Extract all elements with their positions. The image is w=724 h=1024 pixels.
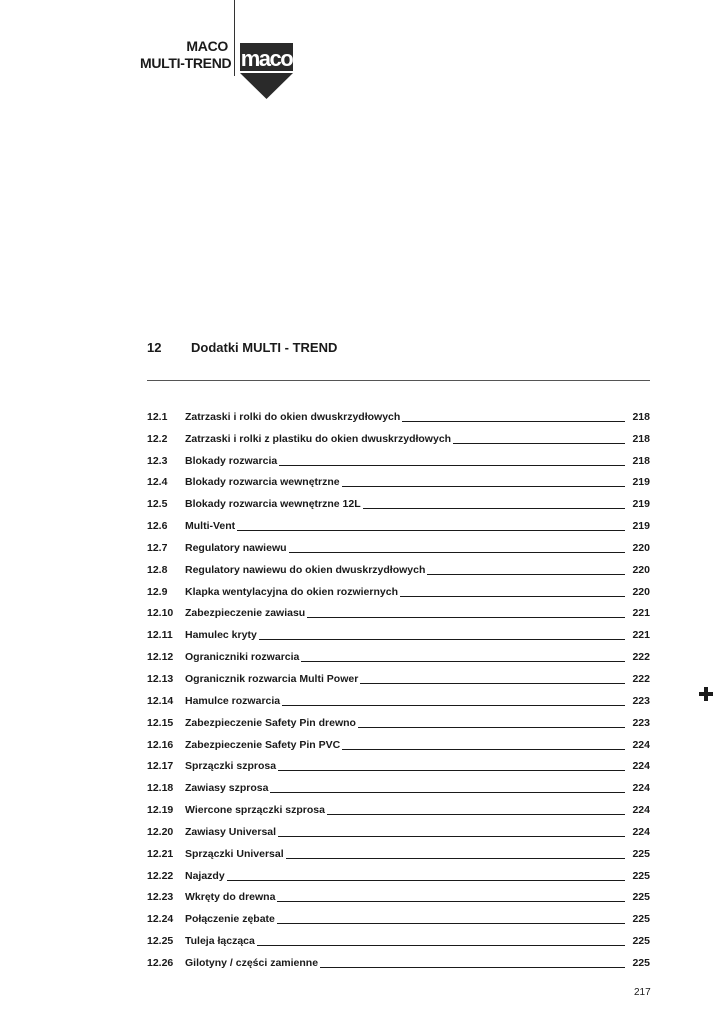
toc-leader-line <box>282 704 625 706</box>
toc-title: Klapka wentylacyjna do okien rozwiernych <box>185 585 398 598</box>
section-title: Dodatki MULTI - TREND <box>191 340 338 355</box>
toc-row[interactable] <box>147 883 650 905</box>
toc-row[interactable] <box>147 446 650 468</box>
toc-leader-line <box>360 682 625 684</box>
toc-row[interactable] <box>147 817 650 839</box>
toc-leader-line <box>278 769 625 771</box>
toc-title: Ogranicznik rozwarcia Multi Power <box>185 672 359 685</box>
table-of-contents <box>147 402 650 970</box>
toc-row[interactable] <box>147 664 650 686</box>
toc-number: 12.15 <box>147 716 174 729</box>
toc-row[interactable] <box>147 795 650 817</box>
toc-title: Zatrzaski i rolki do okien dwuskrzydłowych <box>185 410 401 423</box>
toc-page: 225 <box>632 891 650 904</box>
toc-title: Sprzączki szprosa <box>185 760 277 773</box>
toc-row[interactable] <box>147 533 650 555</box>
toc-leader-line <box>427 573 625 575</box>
toc-number: 12.24 <box>147 913 174 926</box>
toc-leader-line <box>307 616 625 618</box>
toc-title: Blokady rozwarcia <box>185 454 278 467</box>
toc-leader-line <box>400 595 625 597</box>
toc-number: 12.25 <box>147 935 174 948</box>
toc-page: 225 <box>632 869 650 882</box>
toc-leader-line <box>227 879 625 881</box>
toc-number: 12.14 <box>147 694 174 707</box>
toc-leader-line <box>363 507 625 509</box>
toc-leader-line <box>259 638 625 640</box>
page-number: 217 <box>634 987 651 998</box>
toc-number: 12.6 <box>147 520 168 533</box>
toc-page: 224 <box>632 738 650 751</box>
toc-leader-line <box>286 857 625 859</box>
toc-row[interactable] <box>147 861 650 883</box>
toc-number: 12.7 <box>147 541 168 554</box>
toc-number: 12.18 <box>147 782 174 795</box>
toc-number: 12.13 <box>147 672 174 685</box>
toc-title: Hamulce rozwarcia <box>185 694 281 707</box>
toc-number: 12.1 <box>147 410 168 423</box>
toc-leader-line <box>327 813 625 815</box>
toc-leader-line <box>358 726 625 728</box>
toc-row[interactable] <box>147 577 650 599</box>
toc-title: Blokady rozwarcia wewnętrzne 12L <box>185 498 361 511</box>
toc-number: 12.11 <box>147 629 173 642</box>
maco-logo-icon <box>239 40 295 100</box>
toc-number: 12.10 <box>147 607 174 620</box>
toc-page: 221 <box>632 607 650 620</box>
toc-number: 12.5 <box>147 498 168 511</box>
toc-number: 12.12 <box>147 651 174 664</box>
toc-leader-line <box>237 529 625 531</box>
toc-number: 12.21 <box>147 847 174 860</box>
toc-row[interactable] <box>147 730 650 752</box>
toc-number: 12.26 <box>147 956 174 969</box>
toc-row[interactable] <box>147 839 650 861</box>
toc-number: 12.19 <box>147 804 174 817</box>
toc-page: 223 <box>632 694 650 707</box>
toc-number: 12.22 <box>147 869 174 882</box>
toc-title: Zawiasy szprosa <box>185 782 269 795</box>
toc-row[interactable] <box>147 773 650 795</box>
toc-leader-line <box>277 900 625 902</box>
toc-page: 218 <box>632 454 650 467</box>
toc-row[interactable] <box>147 752 650 774</box>
toc-title: Wiercone sprzączki szprosa <box>185 804 325 817</box>
toc-leader-line <box>279 464 625 466</box>
toc-title: Zawiasy Universal <box>185 825 277 838</box>
toc-page: 219 <box>632 476 650 489</box>
toc-row[interactable] <box>147 555 650 577</box>
toc-number: 12.3 <box>147 454 168 467</box>
toc-row[interactable] <box>147 599 650 621</box>
toc-leader-line <box>342 748 625 750</box>
toc-title: Zatrzaski i rolki z plastiku do okien dwuskrzydłowych <box>185 432 452 445</box>
toc-row[interactable] <box>147 926 650 948</box>
toc-page: 225 <box>632 913 650 926</box>
toc-page: 225 <box>632 956 650 969</box>
toc-title: Blokady rozwarcia wewnętrzne <box>185 476 340 489</box>
toc-leader-line <box>402 420 625 422</box>
toc-page: 218 <box>632 432 650 445</box>
toc-number: 12.8 <box>147 563 168 576</box>
toc-title: Ograniczniki rozwarcia <box>185 651 300 664</box>
toc-title: Tuleja łącząca <box>185 935 255 948</box>
logo-text: maco <box>240 46 293 71</box>
toc-number: 12.9 <box>147 585 168 598</box>
plus-mark-icon <box>699 687 713 701</box>
toc-title: Gilotyny / części zamienne <box>185 956 319 969</box>
toc-title: Multi-Vent <box>185 520 236 533</box>
toc-page: 224 <box>632 782 650 795</box>
toc-page: 224 <box>632 760 650 773</box>
toc-page: 221 <box>632 629 650 642</box>
toc-page: 222 <box>632 651 650 664</box>
toc-leader-line <box>270 791 625 793</box>
toc-row[interactable] <box>147 402 650 424</box>
toc-row[interactable] <box>147 424 650 446</box>
toc-row[interactable] <box>147 686 650 708</box>
toc-title: Regulatory nawiewu <box>185 541 287 554</box>
toc-row[interactable] <box>147 489 650 511</box>
toc-number: 12.4 <box>147 476 168 489</box>
toc-page: 224 <box>632 825 650 838</box>
toc-page: 220 <box>632 563 650 576</box>
toc-row[interactable] <box>147 620 650 642</box>
heading-divider <box>147 380 650 381</box>
toc-page: 218 <box>632 410 650 423</box>
toc-number: 12.20 <box>147 825 174 838</box>
toc-page: 224 <box>632 804 650 817</box>
toc-title: Zabezpieczenie zawiasu <box>185 607 306 620</box>
toc-leader-line <box>320 966 625 968</box>
toc-page: 225 <box>632 935 650 948</box>
toc-number: 12.2 <box>147 432 168 445</box>
toc-title: Sprzączki Universal <box>185 847 284 860</box>
toc-leader-line <box>289 551 625 553</box>
toc-page: 222 <box>632 672 650 685</box>
toc-title: Zabezpieczenie Safety Pin PVC <box>185 738 341 751</box>
toc-row[interactable] <box>147 708 650 730</box>
brand-name <box>140 38 232 72</box>
toc-number: 12.23 <box>147 891 174 904</box>
brand-line-2: MULTI-TREND <box>140 55 232 71</box>
toc-title: Regulatory nawiewu do okien dwuskrzydłowych <box>185 563 426 576</box>
toc-page: 223 <box>632 716 650 729</box>
toc-page: 219 <box>632 520 650 533</box>
toc-leader-line <box>342 485 625 487</box>
toc-title: Hamulec kryty <box>185 629 257 642</box>
toc-leader-line <box>301 660 625 662</box>
toc-row[interactable] <box>147 948 650 970</box>
toc-title: Zabezpieczenie Safety Pin drewno <box>185 716 356 729</box>
brand-divider <box>234 0 235 76</box>
section-number: 12 <box>147 340 162 355</box>
toc-leader-line <box>278 835 625 837</box>
toc-leader-line <box>453 442 625 444</box>
toc-row[interactable] <box>147 642 650 664</box>
toc-title: Najazdy <box>185 869 225 882</box>
toc-number: 12.16 <box>147 738 174 751</box>
toc-row[interactable] <box>147 904 650 926</box>
brand-line-1: MACO <box>186 38 228 54</box>
toc-page: 219 <box>632 498 650 511</box>
toc-page: 220 <box>632 585 650 598</box>
toc-page: 225 <box>632 847 650 860</box>
toc-row[interactable] <box>147 511 650 533</box>
toc-title: Połączenie zębate <box>185 913 275 926</box>
toc-page: 220 <box>632 541 650 554</box>
toc-title: Wkręty do drewna <box>185 891 276 904</box>
toc-leader-line <box>257 944 625 946</box>
toc-number: 12.17 <box>147 760 174 773</box>
toc-leader-line <box>277 922 625 924</box>
toc-row[interactable] <box>147 468 650 490</box>
